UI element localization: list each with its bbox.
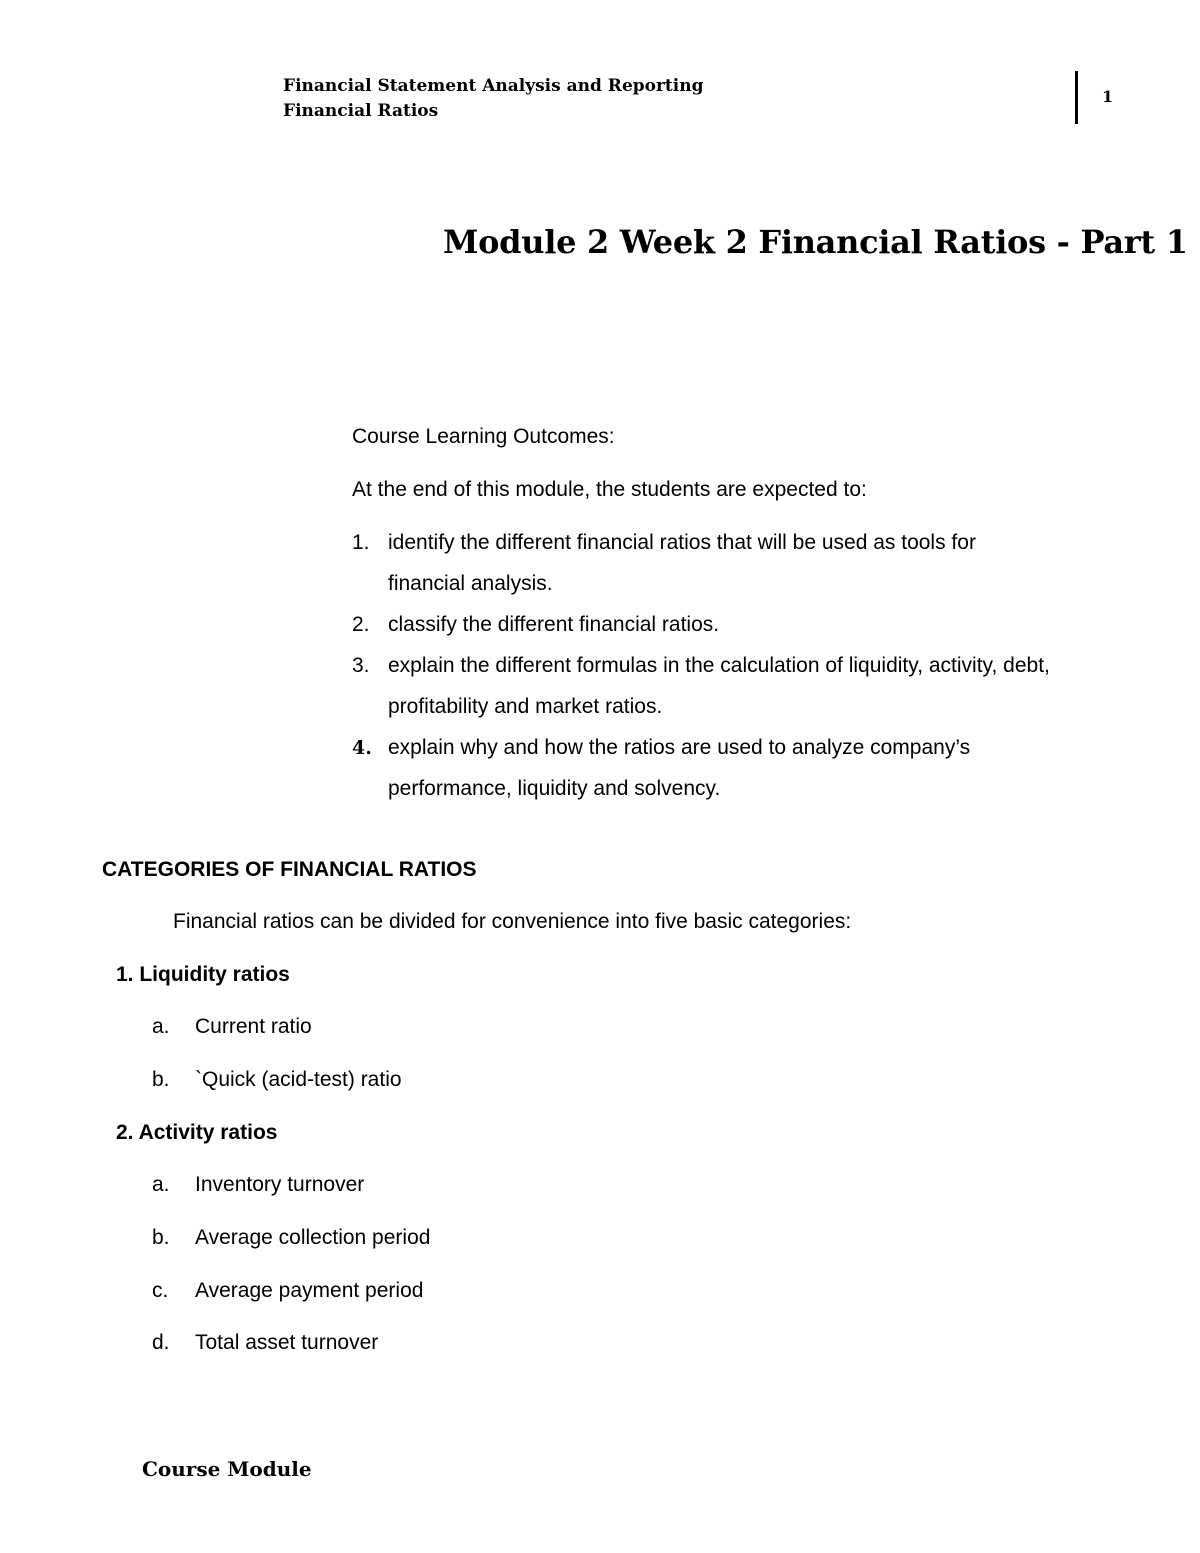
list-item-letter: b. bbox=[152, 1068, 170, 1091]
list-item: `Quick (acid-test) ratio bbox=[195, 1068, 402, 1091]
outcome-text: financial analysis. bbox=[388, 572, 553, 595]
list-item: Total asset turnover bbox=[195, 1331, 379, 1354]
outcome-text: profitability and market ratios. bbox=[388, 695, 663, 718]
page-number: 1 bbox=[1102, 87, 1114, 106]
list-item: Inventory turnover bbox=[195, 1173, 365, 1196]
category-heading: 1. Liquidity ratios bbox=[116, 963, 290, 986]
categories-intro: Financial ratios can be divided for convenience into five basic categories: bbox=[173, 910, 852, 933]
list-item: Average collection period bbox=[195, 1226, 431, 1249]
list-item-letter: d. bbox=[152, 1331, 170, 1354]
list-item-letter: c. bbox=[152, 1279, 169, 1302]
header-course-title: Financial Statement Analysis and Reporting bbox=[283, 76, 704, 96]
outcome-text: explain why and how the ratios are used to analyze company’s bbox=[388, 736, 971, 759]
categories-heading: CATEGORIES OF FINANCIAL RATIOS bbox=[102, 858, 477, 881]
outcome-text: explain the different formulas in the calculation of liquidity, activity, debt, bbox=[388, 654, 1050, 677]
header-topic: Financial Ratios bbox=[283, 101, 439, 121]
outcome-number: 3. bbox=[352, 654, 370, 677]
outcome-number: 1. bbox=[352, 531, 370, 554]
outcomes-heading: Course Learning Outcomes: bbox=[352, 425, 615, 448]
category-heading: 2. Activity ratios bbox=[116, 1121, 278, 1144]
list-item-letter: b. bbox=[152, 1226, 170, 1249]
header-divider bbox=[1075, 71, 1078, 124]
footer-label: Course Module bbox=[142, 1457, 312, 1481]
outcome-number: 2. bbox=[352, 613, 370, 636]
outcome-text: identify the different financial ratios that will be used as tools for bbox=[388, 531, 976, 554]
list-item: Current ratio bbox=[195, 1015, 312, 1038]
outcome-text: classify the different financial ratios. bbox=[388, 613, 720, 636]
page-title: Module 2 Week 2 Financial Ratios - Part 1 bbox=[443, 223, 1188, 261]
list-item-letter: a. bbox=[152, 1015, 170, 1038]
list-item: Average payment period bbox=[195, 1279, 424, 1302]
outcomes-intro: At the end of this module, the students are expected to: bbox=[352, 478, 867, 501]
list-item-letter: a. bbox=[152, 1173, 170, 1196]
outcome-text: performance, liquidity and solvency. bbox=[388, 777, 721, 800]
outcome-number: 4. bbox=[352, 737, 372, 759]
